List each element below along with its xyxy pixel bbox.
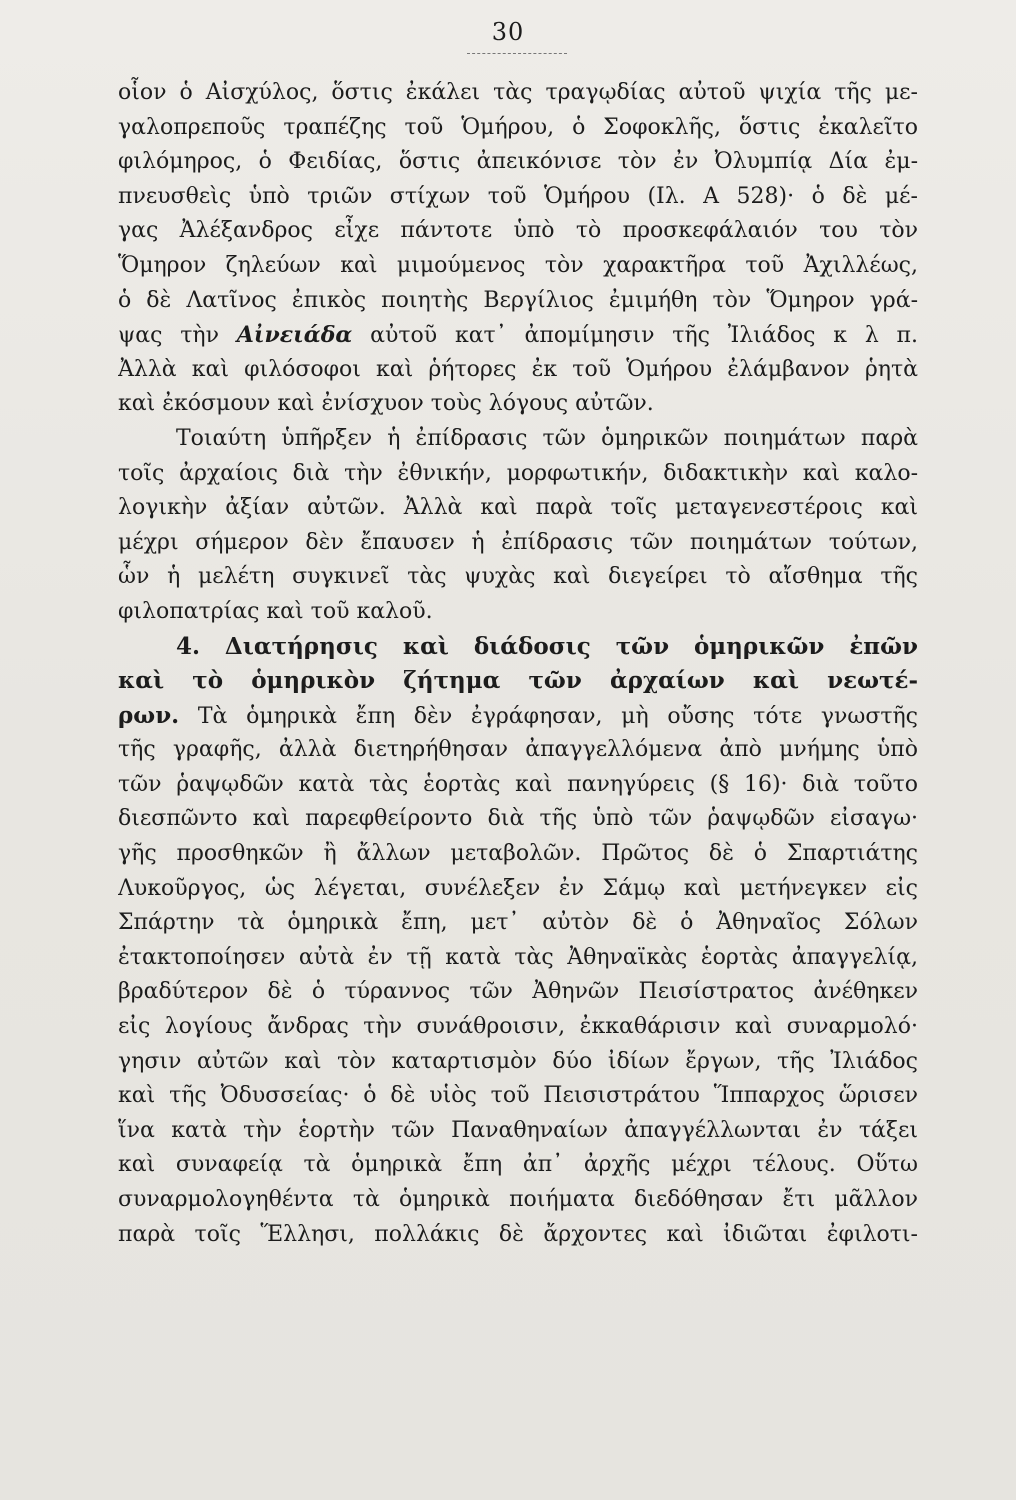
text-line: μέχρι σήμερον δὲν ἔπαυσεν ἡ ἐπίδρασις τῶν ποιημάτων τούτων,: [118, 529, 918, 555]
text-line: Λυκοῦργος, ὡς λέγεται, συνέλεξεν ἐν Σάμῳ καὶ μετήνεγκεν εἰς: [118, 875, 918, 901]
text-line: οἷον ὁ Αἰσχύλος, ὅστις ἐκάλει τὰς τραγῳδίας αὐτοῦ ψιχία τῆς με-: [118, 80, 918, 105]
text-line: Τοιαύτη ὑπῆρξεν ἡ ἐπίδρασις τῶν ὁμηρικῶν ποιημάτων παρὰ: [176, 425, 918, 451]
section-heading: 4. Διατήρησις καὶ διάδοσις τῶν ὁμηρικῶν ἐπῶν: [176, 632, 918, 660]
text-line: λογικὴν ἀξίαν αὐτῶν. Ἀλλὰ καὶ παρὰ τοῖς μεταγενεστέροις καὶ: [118, 495, 918, 521]
page-number: 30: [491, 18, 525, 46]
text-line: [118, 318, 918, 353]
text-line: συναρμολογηθέντα τὰ ὁμηρικὰ ποιήματα διεδόθησαν ἔτι μᾶλλον: [118, 1187, 918, 1212]
text-fragment: Τὰ ὁμηρικὰ ἔπη δὲν ἐγράφησαν, μὴ οὔσης τότε γνωστῆς: [197, 703, 918, 729]
text-line: τῶν ῥαψῳδῶν κατὰ τὰς ἑορτὰς καὶ πανηγύρεις (§ 16)· διὰ τοῦτο: [118, 771, 918, 797]
text-fragment: ψας τὴν: [118, 323, 219, 349]
text-line: καὶ τῆς Ὀδυσσείας· ὁ δὲ υἱὸς τοῦ Πεισιστράτου Ἵππαρχος ὥρισεν: [118, 1083, 918, 1109]
text-line: καὶ ἐκόσμουν καὶ ἐνίσχυον τοὺς λόγους αὐτῶν.: [118, 391, 654, 417]
text-line: πνευσθεὶς ὑπὸ τριῶν στίχων τοῦ Ὁμήρου (Ιλ. Α 528)· ὁ δὲ μέ-: [118, 183, 918, 209]
text-line: γας Ἀλέξανδρος εἶχε πάντοτε ὑπὸ τὸ προσκεφάλαιόν του τὸν: [118, 218, 918, 244]
text-line: Σπάρτην τὰ ὁμηρικὰ ἔπη, μετ᾽ αὐτὸν δὲ ὁ Ἀθηναῖος Σόλων: [118, 910, 918, 936]
section-heading-end: ρων.: [118, 701, 180, 729]
emphasized-title: Αἰνειάδα: [236, 322, 353, 349]
text-fragment: αὐτοῦ κατ᾽ ἀπομίμησιν τῆς Ἰλιάδος κ λ π.: [370, 323, 918, 349]
text-line: γῆς προσθηκῶν ἢ ἄλλων μεταβολῶν. Πρῶτος δὲ ὁ Σπαρτιάτης: [118, 841, 918, 867]
text-line: ἵνα κατὰ τὴν ἑορτὴν τῶν Παναθηναίων ἀπαγγέλλωνται ἐν τάξει: [118, 1117, 918, 1143]
text-line: διεσπῶντο καὶ παρεφθείροντο διὰ τῆς ὑπὸ τῶν ῥαψῳδῶν εἰσαγω·: [118, 806, 918, 832]
text-line: ἐτακτοποίησεν αὐτὰ ἐν τῇ κατὰ τὰς Ἀθηναϊκὰς ἑορτὰς ἀπαγγελίᾳ,: [118, 944, 918, 970]
text-line: τῆς γραφῆς, ἀλλὰ διετηρήθησαν ἀπαγγελλόμενα ἀπὸ μνήμης ὑπὸ: [118, 737, 918, 763]
text-line: [118, 699, 918, 734]
text-line: βραδύτερον δὲ ὁ τύραννος τῶν Ἀθηνῶν Πεισίστρατος ἀνέθηκεν: [118, 979, 918, 1005]
text-line: Ἀλλὰ καὶ φιλόσοφοι καὶ ῥήτορες ἐκ τοῦ Ὁμήρου ἐλάμβανον ῥητὰ: [118, 356, 918, 382]
text-line: εἰς λογίους ἄνδρας τὴν συνάθροισιν, ἐκκαθάρισιν καὶ συναρμολό·: [118, 1014, 918, 1040]
page-number-rule: [467, 53, 567, 54]
section-heading: καὶ τὸ ὁμηρικὸν ζήτημα τῶν ἀρχαίων καὶ νεωτέ-: [118, 667, 918, 695]
body-text: [118, 76, 918, 1252]
text-line: γαλοπρεποῦς τραπέζης τοῦ Ὁμήρου, ὁ Σοφοκλῆς, ὅστις ἐκαλεῖτο: [118, 114, 918, 140]
text-line: φιλοπατρίας καὶ τοῦ καλοῦ.: [118, 598, 433, 624]
text-line: φιλόμηρος, ὁ Φειδίας, ὅστις ἀπεικόνισε τὸν ἐν Ὀλυμπίᾳ Δία ἐμ-: [118, 149, 918, 175]
text-line: Ὅμηρον ζηλεύων καὶ μιμούμενος τὸν χαρακτῆρα τοῦ Ἀχιλλέως,: [118, 252, 918, 278]
text-line: τοῖς ἀρχαίοις διὰ τὴν ἐθνικήν, μορφωτικήν, διδακτικὴν καὶ καλο-: [118, 460, 918, 486]
text-line: καὶ συναφείᾳ τὰ ὁμηρικὰ ἔπη ἀπ᾽ ἀρχῆς μέχρι τέλους. Οὕτω: [118, 1152, 918, 1178]
text-line: γησιν αὐτῶν καὶ τὸν καταρτισμὸν δύο ἰδίων ἔργων, τῆς Ἰλιάδος: [118, 1048, 918, 1074]
text-line: ὧν ἡ μελέτη συγκινεῖ τὰς ψυχὰς καὶ διεγείρει τὸ αἴσθημα τῆς: [118, 564, 918, 590]
text-line: παρὰ τοῖς Ἕλλησι, πολλάκις δὲ ἄρχοντες καὶ ἰδιῶται ἐφιλοτι-: [118, 1221, 918, 1247]
text-line: ὁ δὲ Λατῖνος ἐπικὸς ποιητὴς Βεργίλιος ἐμιμήθη τὸν Ὅμηρον γρά-: [118, 287, 918, 313]
